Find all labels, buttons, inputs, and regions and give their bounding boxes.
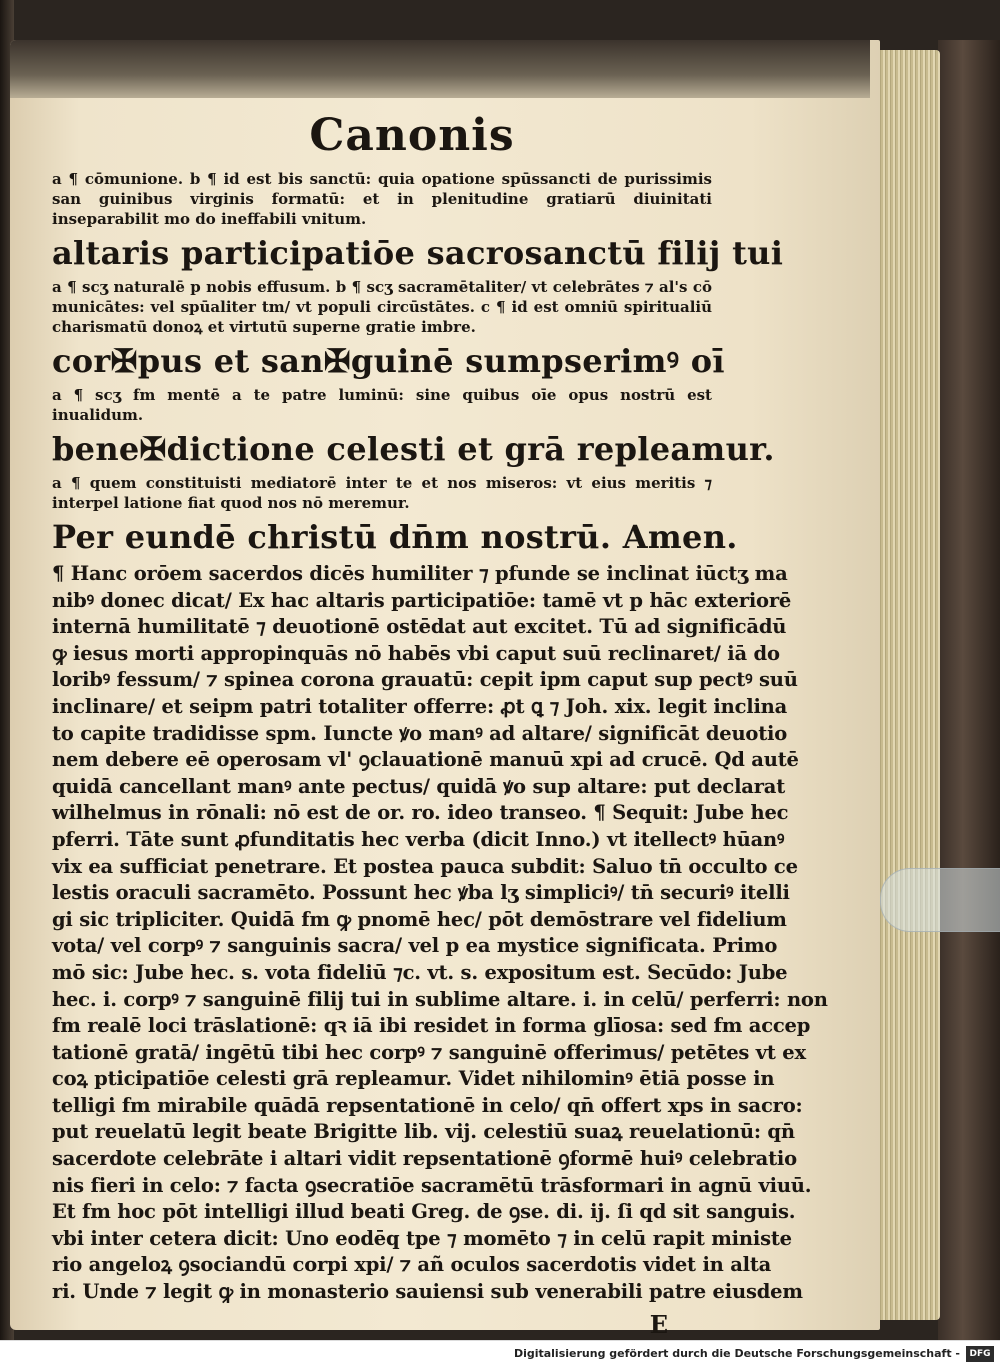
commentary-line: rio angeloꝝ ꝯsociandū corpi xpi/ ⁊ añ oculos sacerdotis videt in alta bbox=[52, 1253, 772, 1277]
dfg-logo: DFG bbox=[966, 1346, 994, 1362]
commentary-line: vix ea sufficiat penetrare. Et postea pauca subdit: Saluo tn̄ occulto ce bbox=[52, 854, 798, 878]
commentary-line: vota/ vel corpꝰ ⁊ sanguinis sacra/ vel p ea mystice significata. Primo bbox=[52, 934, 778, 958]
book-cover-board bbox=[938, 40, 1000, 1340]
commentary-line: telligi fm mirabile quādā repsentationē in celo/ qn̄ offert xps in sacro: bbox=[52, 1093, 803, 1117]
catchword: E bbox=[649, 1309, 668, 1339]
commentary-line: put reuelatū legit beate Brigitte lib. vij. celestiū suaꝝ reuelationū: qn̄ bbox=[52, 1120, 795, 1144]
canon-line-2: cor✠pus et san✠guinē sumpserimꝰ oī bbox=[52, 342, 725, 380]
canon-line-4: Per eundē christū dn̄m nostrū. Amen. bbox=[52, 518, 738, 556]
commentary-line: loribꝰ fessum/ ⁊ spinea corona grauatū: cepit ipm caput sup pectꝰ suū bbox=[52, 668, 798, 692]
commentary-line: ri. Unde ⁊ legit ꝙ in monasterio sauiensi sub venerabili patre eiusdem bbox=[52, 1280, 803, 1304]
commentary-line: nis fieri in celo: ⁊ facta ꝯsecratiōe sacramētū trāsformari in agnū viuū. bbox=[52, 1173, 812, 1197]
commentary-line: fm realē loci trāslationē: qꝛ iā ibi residet in forma glīosa: sed fm accep bbox=[52, 1014, 811, 1038]
commentary-line: ꝙ iesus morti appropinquās nō habēs vbi caput suū reclinaret/ iā do bbox=[52, 641, 780, 665]
canon-line-1: altaris participatiōe sacrosanctū filij tui bbox=[52, 234, 784, 272]
commentary-line: internā humilitatē ⁊ deuotionē ostēdat aut excitet. Tū ad significādū bbox=[52, 615, 787, 639]
commentary-line: inclinare/ et seipm patri totaliter offerre: ꝓt ꝗ ⁊ Joh. xix. legit inclina bbox=[52, 694, 788, 718]
commentary-line: nem debere eē operosam vl' ꝯclauationē manuū xpi ad crucē. Qd autē bbox=[52, 748, 799, 772]
running-heading: Canonis bbox=[309, 110, 515, 161]
commentary-paragraph bbox=[52, 561, 828, 1306]
commentary-line: lestis oraculi sacramēto. Possunt hec ꝟba lʒ simpliciꝰ/ tn̄ securiꝰ itelli bbox=[52, 881, 790, 905]
commentary-line: ¶ Hanc orōem sacerdos dicēs humiliter ⁊ pfunde se inclinat iūctʒ ma bbox=[52, 562, 788, 585]
page-clip bbox=[880, 868, 1000, 932]
commentary-line: Et fm hoc pōt intelligi illud beati Greg. de ꝯse. di. ij. ſi qd sit sanguis. bbox=[52, 1200, 796, 1224]
commentary-line: hec. i. corpꝰ ⁊ sanguinē filij tui in sublime altare. i. in celū/ perferri: non bbox=[52, 987, 828, 1011]
commentary-line: nibꝰ donec dicat/ Ex hac altaris participatiōe: tamē vt p hāc exteriorē bbox=[52, 588, 792, 612]
funding-credit: Digitalisierung gefördert durch die Deutsche Forschungsgemeinschaft - bbox=[513, 1347, 960, 1360]
commentary-line: gi sic tripliciter. Quidā fm ꝙ pnomē hec/ pōt demōstrare vel fidelium bbox=[52, 907, 787, 931]
gloss-1: a ¶ cōmunione. b ¶ id est bis sanctū: quia opatione spūssancti de purissimis san guinibus virginis formatū: et in plenitudine gratiarū diuinitati inseparabilit mo do ineffabili vnitum. bbox=[52, 170, 712, 228]
commentary-line: pferri. Tāte sunt ꝓfunditatis hec verba (dicit Inno.) vt itellectꝰ hūanꝰ bbox=[52, 827, 785, 851]
commentary-line: tationē gratā/ ingētū tibi hec corpꝰ ⁊ sanguinē offerimus/ petētes vt ex bbox=[52, 1040, 806, 1064]
commentary-line: sacerdote celebrāte i altari vidit repsentationē ꝯformē huiꝰ celebratio bbox=[52, 1147, 797, 1171]
commentary-line: wilhelmus in rōnali: nō est de or. ro. ideo transeo. ¶ Sequit: Jube hec bbox=[52, 801, 789, 825]
gloss-2: a ¶ scʒ naturalē p nobis effusum. b ¶ scʒ sacramētaliter/ vt celebrātes ⁊ al's cō municātes: vel spūaliter tm/ vt populi circūstātes. c ¶ id est omniū spiritualiū charismatū donoꝝ et virtutū superne gratie imbre. bbox=[52, 278, 712, 336]
text-block bbox=[52, 70, 828, 1339]
commentary-line: to capite tradidisse spm. Iuncte ꝟo manꝰ ad altare/ significāt deuotio bbox=[52, 721, 788, 745]
canon-line-3: bene✠dictione celesti et grā repleamur. bbox=[52, 430, 775, 468]
footer-bar bbox=[0, 1340, 1000, 1368]
commentary-line: vbi inter cetera dicit: Uno eodēq tpe ⁊ momēto ⁊ in celū rapit ministe bbox=[52, 1226, 792, 1250]
commentary-line: quidā cancellant manꝰ ante pectus/ quidā ꝟo sup altare: put declarat bbox=[52, 774, 786, 798]
gloss-3: a ¶ scʒ fm mentē a te patre luminū: sine quibus oīe opus nostrū est inualidum. bbox=[52, 386, 712, 424]
commentary-line: mō sic: Jube hec. s. vota fideliū ⁊c. vt. s. expositum est. Secūdo: Jube bbox=[52, 960, 788, 984]
gloss-4: a ¶ quem constituisti mediatorē inter te et nos miseros: vt eius meritis ⁊ interpel latione fiat quod nos nō meremur. bbox=[52, 474, 712, 512]
commentary-line: coꝝ pticipatiōe celesti grā repleamur. Videt nihilominꝰ ētiā posse in bbox=[52, 1067, 775, 1091]
